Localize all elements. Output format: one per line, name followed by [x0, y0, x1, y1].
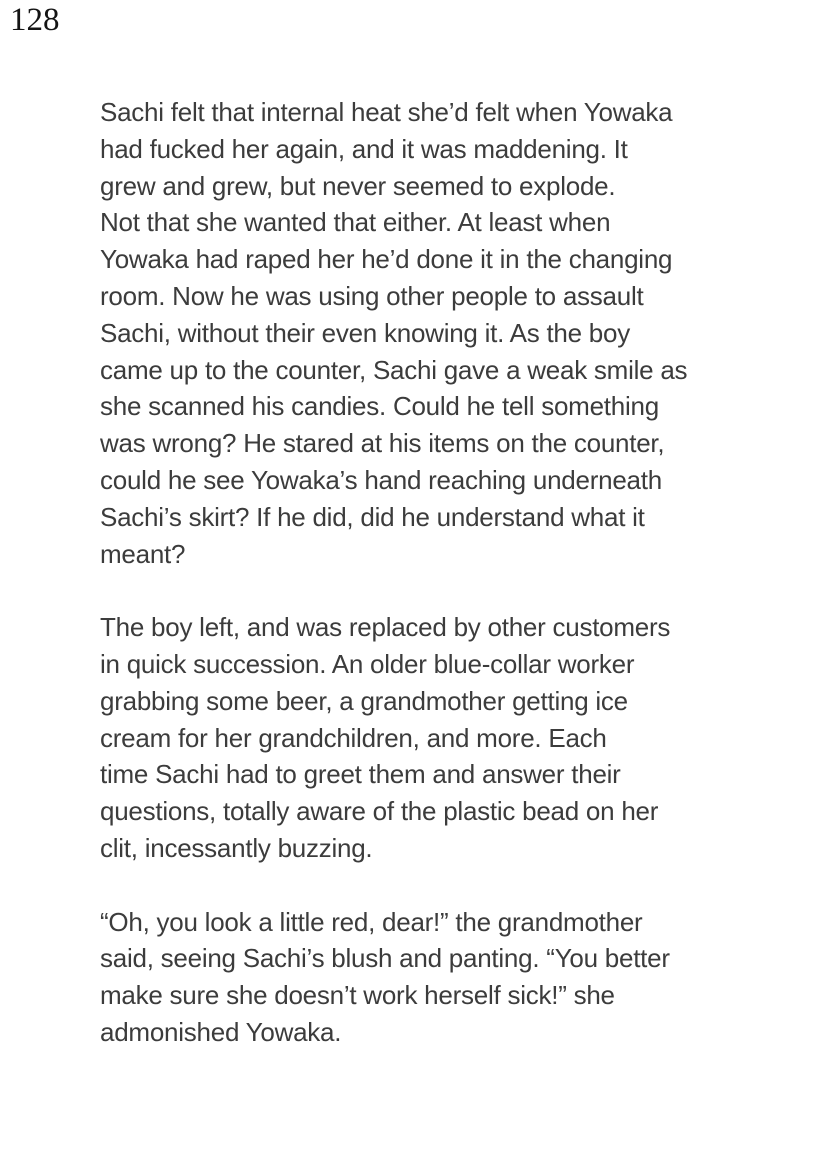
text-line: grew and grew, but never seemed to explode.: [100, 170, 616, 201]
text-line: make sure she doesn’t work herself sick!” she: [100, 980, 615, 1011]
text-line: Not that she wanted that either. At least when: [100, 207, 611, 238]
text-line: Sachi’s skirt? If he did, did he understand what it: [100, 501, 645, 532]
text-line: The boy left, and was replaced by other customers: [100, 612, 671, 643]
text-line: Yowaka had raped her he’d done it in the changing: [100, 244, 673, 275]
text-line: room. Now he was using other people to assault: [100, 280, 644, 311]
text-line: was wrong? He stared at his items on the counter,: [100, 428, 665, 459]
paragraph: [100, 94, 780, 572]
text-line: clit, incessantly buzzing.: [100, 832, 373, 863]
text-line: said, seeing Sachi’s blush and panting. “You better: [100, 943, 670, 974]
paragraph: [100, 609, 780, 867]
text-line: could he see Yowaka’s hand reaching underneath: [100, 464, 662, 495]
text-line: Sachi felt that internal heat she’d felt when Yowaka: [100, 97, 673, 127]
text-line: cream for her grandchildren, and more. Each: [100, 722, 607, 753]
text-line: time Sachi had to greet them and answer their: [100, 759, 621, 790]
text-line: had fucked her again, and it was maddening. It: [100, 133, 628, 164]
text-line: she scanned his candies. Could he tell something: [100, 391, 659, 422]
page-number: 128: [10, 2, 60, 38]
paragraph: [100, 904, 780, 1051]
text-line: came up to the counter, Sachi gave a weak smile as: [100, 354, 688, 385]
text-line: questions, totally aware of the plastic bead on her: [100, 796, 659, 827]
text-line: admonished Yowaka.: [100, 1016, 342, 1047]
text-line: in quick succession. An older blue-collar worker: [100, 648, 635, 679]
text-line: grabbing some beer, a grandmother getting ice: [100, 685, 628, 716]
text-line: meant?: [100, 538, 186, 569]
text-line: “Oh, you look a little red, dear!” the grandmother: [100, 906, 643, 937]
text-block: [100, 94, 780, 1051]
text-line: Sachi, without their even knowing it. As the boy: [100, 317, 630, 348]
